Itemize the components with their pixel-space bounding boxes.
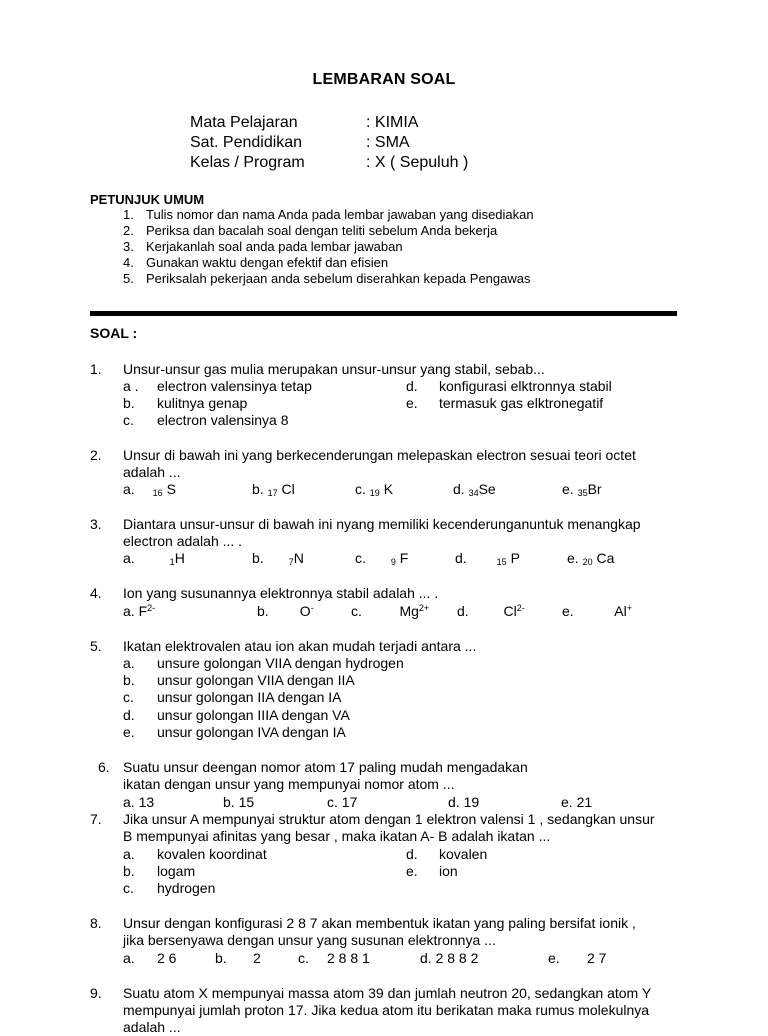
meta-label-school: Sat. Pendidikan	[190, 134, 303, 151]
option-text: unsure golongan VIIA dengan hydrogen	[157, 655, 404, 671]
option: b. O-	[257, 603, 314, 619]
question-text: Diantara unsur-unsur di bawah ini nyang memiliki kecenderunganuntuk menangkap	[123, 516, 641, 532]
question-text: Unsur dengan konfigurasi 2 8 7 akan membentuk ikatan yang paling bersifat ionik ,	[123, 915, 636, 931]
option-text: logam	[157, 863, 196, 879]
option: e. 21	[561, 794, 593, 810]
question-text: electron adalah ... .	[123, 533, 243, 549]
instruction-item: 3. Kerjakanlah soal anda pada lembar jawaban	[123, 239, 403, 254]
option: e. $_{20}$ Ca	[567, 550, 615, 567]
option-label: d.	[406, 846, 418, 862]
option: d. $_{15}$ P	[455, 550, 520, 567]
option-label: b.	[123, 395, 135, 411]
option: a. $_1$H	[123, 550, 185, 567]
option: c. $Mg^{2+}$	[351, 603, 430, 619]
option-label: a.	[123, 950, 135, 966]
option-text: electron valensinya tetap	[157, 378, 312, 394]
option: a. 13	[123, 794, 155, 810]
divider-rule	[90, 311, 677, 316]
option-text: hydrogen	[157, 880, 216, 896]
option-text: 2	[253, 950, 261, 966]
question-text: adalah ...	[123, 464, 181, 480]
option-label: c.	[123, 689, 134, 705]
option-text: termasuk gas elktronegatif	[439, 395, 604, 411]
question-number: 9.	[90, 985, 102, 1001]
option: e. $_{35}$Br	[562, 481, 602, 498]
option: c. $_9$ F	[355, 550, 409, 567]
option-text: konfigurasi elktronnya stabil	[439, 378, 612, 394]
option-label: e.	[406, 395, 418, 411]
option: d. 2 8 8 2	[420, 950, 479, 966]
option-text: kovalen koordinat	[157, 846, 267, 862]
option-text: unsur golongan IVA dengan IA	[157, 724, 346, 740]
question-number: 2.	[90, 447, 102, 463]
option-text: kulitnya genap	[157, 395, 248, 411]
option-text: unsur golongan VIIA dengan IIA	[157, 672, 355, 688]
question-text: B mempunyai afinitas yang besar , maka ikatan A- B adalah ikatan ...	[123, 828, 551, 844]
option-label: c.	[123, 412, 134, 428]
option: d. $Cl^{2-}$	[457, 603, 525, 619]
option: b. 15	[223, 794, 255, 810]
option-label: c.	[123, 880, 134, 896]
option-label: d.	[123, 707, 135, 723]
instructions-heading: PETUNJUK UMUM	[90, 192, 205, 207]
option-text: kovalen	[439, 846, 488, 862]
option-label: a.	[123, 655, 135, 671]
question-number: 4.	[90, 585, 102, 601]
question-text: mempunyai jumlah proton 17. Jika kedua atom itu berikatan maka rumus molekulnya	[123, 1002, 650, 1018]
option-label: b.	[123, 672, 135, 688]
instruction-item: 1. Tulis nomor dan nama Anda pada lembar jawaban yang disediakan	[123, 207, 534, 222]
question-text: jika bersenyawa dengan unsur yang susunan elektronnya ...	[123, 932, 496, 948]
option-label: b.	[215, 950, 227, 966]
option: d. 19	[448, 794, 480, 810]
meta-value-subject: : KIMIA	[366, 114, 419, 131]
meta-label-subject: Mata Pelajaran	[190, 114, 298, 131]
option-label: a.	[123, 846, 135, 862]
instruction-item: 5. Periksalah pekerjaan anda sebelum diserahkan kepada Pengawas	[123, 271, 531, 286]
option: a. $_{16}$ S	[123, 481, 176, 498]
question-text: Suatu atom X mempunyai massa atom 39 dan jumlah neutron 20, sedangkan atom Y	[123, 985, 652, 1001]
option-text: 2 6	[157, 950, 177, 966]
question-text: ikatan dengan unsur yang mempunyai nomor atom ...	[123, 776, 455, 792]
option-label: e.	[406, 863, 418, 879]
instruction-item: 4. Gunakan waktu dengan efektif dan efisien	[123, 255, 389, 270]
option: c. $_{19}$ K	[355, 481, 394, 498]
option-text: 2 7	[587, 950, 607, 966]
option: b. $_7$N	[252, 550, 304, 567]
instruction-item: 2. Periksa dan bacalah soal dengan teliti sebelum Anda bekerja	[123, 223, 498, 238]
question-text: Unsur di bawah ini yang berkecenderungan melepaskan electron sesuai teori octet	[123, 447, 636, 463]
option-label: c.	[298, 950, 309, 966]
question-text: adalah ...	[123, 1019, 181, 1035]
question-text: Unsur-unsur gas mulia merupakan unsur-unsur yang stabil, sebab...	[123, 361, 545, 377]
meta-label-class: Kelas / Program	[190, 154, 305, 171]
option-label: b.	[123, 863, 135, 879]
option-text: unsur golongan IIA dengan IA	[157, 689, 342, 705]
option-label: e.	[548, 950, 560, 966]
question-text: Suatu unsur deengan nomor atom 17 paling mudah mengadakan	[123, 759, 528, 775]
questions-heading: SOAL :	[90, 325, 138, 341]
question-number: 8.	[90, 915, 102, 931]
option: b. $_{17}$ Cl	[252, 481, 295, 498]
question-text: Ikatan elektrovalen atau ion akan mudah terjadi antara ...	[123, 638, 477, 654]
option-label: a .	[123, 378, 139, 394]
option: e. Al+	[562, 603, 632, 619]
option-text: unsur golongan IIIA dengan VA	[157, 707, 350, 723]
question-number: 6.	[98, 759, 110, 775]
meta-value-class: : X ( Sepuluh )	[366, 154, 469, 171]
option-text: electron valensinya 8	[157, 412, 289, 428]
question-number: 5.	[90, 638, 102, 654]
meta-value-school: : SMA	[366, 134, 410, 151]
option-text: 2 8 8 1	[327, 950, 370, 966]
question-text: Ion yang susunannya elektronnya stabil adalah ... .	[123, 585, 439, 601]
option-label: e.	[123, 724, 135, 740]
question-number: 3.	[90, 516, 102, 532]
question-text: Jika unsur A mempunyai struktur atom dengan 1 elektron valensi 1 , sedangkan unsur	[123, 811, 655, 827]
option-label: d.	[406, 378, 418, 394]
option-text: ion	[439, 863, 458, 879]
page-title: LEMBARAN SOAL	[312, 71, 456, 88]
option: a. $F^{2-}$	[123, 603, 156, 619]
option: d. $_{34}$Se	[453, 481, 496, 498]
question-number: 7.	[90, 811, 102, 827]
option: c. 17	[327, 794, 358, 810]
question-number: 1.	[90, 361, 102, 377]
